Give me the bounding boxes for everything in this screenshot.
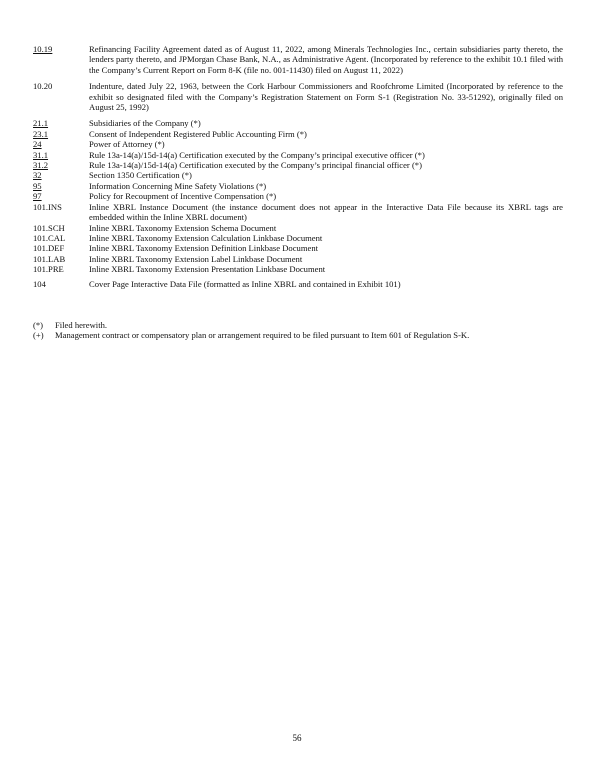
exhibit-row: [33, 181, 563, 191]
exhibit-link-24[interactable]: 24: [33, 139, 42, 150]
exhibit-number: 104: [33, 278, 46, 289]
exhibit-link-31-2[interactable]: 31.2: [33, 160, 49, 171]
exhibit-description: Subsidiaries of the Company (*): [89, 118, 201, 129]
exhibit-link-95[interactable]: 95: [33, 180, 42, 191]
exhibit-row: [33, 264, 563, 274]
exhibit-row: [33, 44, 563, 75]
exhibit-description: Information Concerning Mine Safety Violations (*): [89, 180, 267, 191]
exhibit-number: 101.LAB: [33, 253, 66, 264]
exhibit-row: [33, 254, 563, 264]
footnote-management-contract: [33, 330, 563, 340]
exhibit-description: Rule 13a-14(a)/15d-14(a) Certification executed by the Company’s principal financial officer (*): [89, 160, 422, 171]
exhibit-row: [33, 170, 563, 180]
footnote-text: Filed herewith.: [55, 320, 108, 330]
footnote-filed-herewith: [33, 320, 563, 330]
exhibit-link-21-1[interactable]: 21.1: [33, 118, 49, 129]
exhibit-description: Section 1350 Certification (*): [89, 170, 192, 181]
exhibit-description: Power of Attorney (*): [89, 139, 165, 150]
exhibit-row: [33, 139, 563, 149]
exhibit-number: 10.20: [33, 81, 53, 92]
exhibit-description: Inline XBRL Taxonomy Extension Definition Linkbase Document: [89, 243, 319, 254]
footnotes: [33, 320, 563, 341]
exhibit-description: Inline XBRL Taxonomy Extension Schema Document: [89, 222, 277, 233]
exhibit-row: [33, 81, 563, 112]
exhibit-row: [33, 191, 563, 201]
footnote-text: Management contract or compensatory plan or arrangement required to be filed pursuant to Item 601 of Regulation S-K.: [55, 330, 470, 341]
exhibit-description: Consent of Independent Registered Public Accounting Firm (*): [89, 128, 307, 139]
exhibit-row: [33, 233, 563, 243]
footnote-mark: (+): [33, 330, 44, 341]
exhibit-description: Inline XBRL Taxonomy Extension Presentation Linkbase Document: [89, 264, 326, 275]
page-number: 56: [292, 733, 302, 743]
footnote-mark: (*): [33, 320, 44, 330]
exhibit-row: [33, 129, 563, 139]
exhibit-description: Inline XBRL Instance Document (the instance document does not appear in the Interactive Data File because its XBRL tags are embedded within the Inline XBRL document): [89, 201, 563, 223]
exhibit-description: Indenture, dated July 22, 1963, between the Cork Harbour Commissioners and Roofchrome Limited (Incorporated by reference to the exhibit so designated filed with the Company’s Registration Statement on Form S-1 (Registration No. 33-51292), originally filed on August 25, 1992): [89, 81, 563, 113]
exhibit-index: [33, 44, 563, 289]
exhibit-number: 101.SCH: [33, 222, 65, 233]
exhibit-link-23-1[interactable]: 23.1: [33, 128, 49, 139]
exhibit-description: Cover Page Interactive Data File (formatted as Inline XBRL and contained in Exhibit 101): [89, 278, 401, 289]
exhibit-link-31-1[interactable]: 31.1: [33, 149, 49, 160]
exhibit-row: [33, 243, 563, 253]
exhibit-number: 101.PRE: [33, 264, 64, 275]
exhibit-row: [33, 118, 563, 128]
exhibit-row: [33, 202, 563, 223]
exhibit-number: 101.CAL: [33, 232, 66, 243]
exhibit-number: 101.INS: [33, 201, 62, 212]
exhibit-link-32[interactable]: 32: [33, 170, 42, 181]
exhibit-link-10-19[interactable]: 10.19: [33, 44, 53, 54]
exhibit-row: [33, 279, 563, 289]
exhibit-link-97[interactable]: 97: [33, 191, 42, 202]
exhibit-number: 101.DEF: [33, 243, 65, 254]
exhibit-row: [33, 160, 563, 170]
exhibit-description: Inline XBRL Taxonomy Extension Label Linkbase Document: [89, 253, 303, 264]
exhibit-description: Policy for Recoupment of Incentive Compensation (*): [89, 191, 277, 202]
exhibit-description: Inline XBRL Taxonomy Extension Calculation Linkbase Document: [89, 232, 323, 243]
exhibit-description: Rule 13a-14(a)/15d-14(a) Certification executed by the Company’s principal executive officer (*): [89, 149, 425, 160]
exhibit-row: [33, 150, 563, 160]
exhibit-row: [33, 223, 563, 233]
exhibit-description: Refinancing Facility Agreement dated as of August 11, 2022, among Minerals Technologies Inc., certain subsidiaries party thereto, the lenders party thereto, and JPMorgan Chase Bank, N.A., as Administrative Agent. (Incorporated by reference to the exhibit 10.1 filed with the Company’s Current Report on Form 8-K (file no. 001-11430) filed on August 11, 2022): [89, 44, 563, 75]
